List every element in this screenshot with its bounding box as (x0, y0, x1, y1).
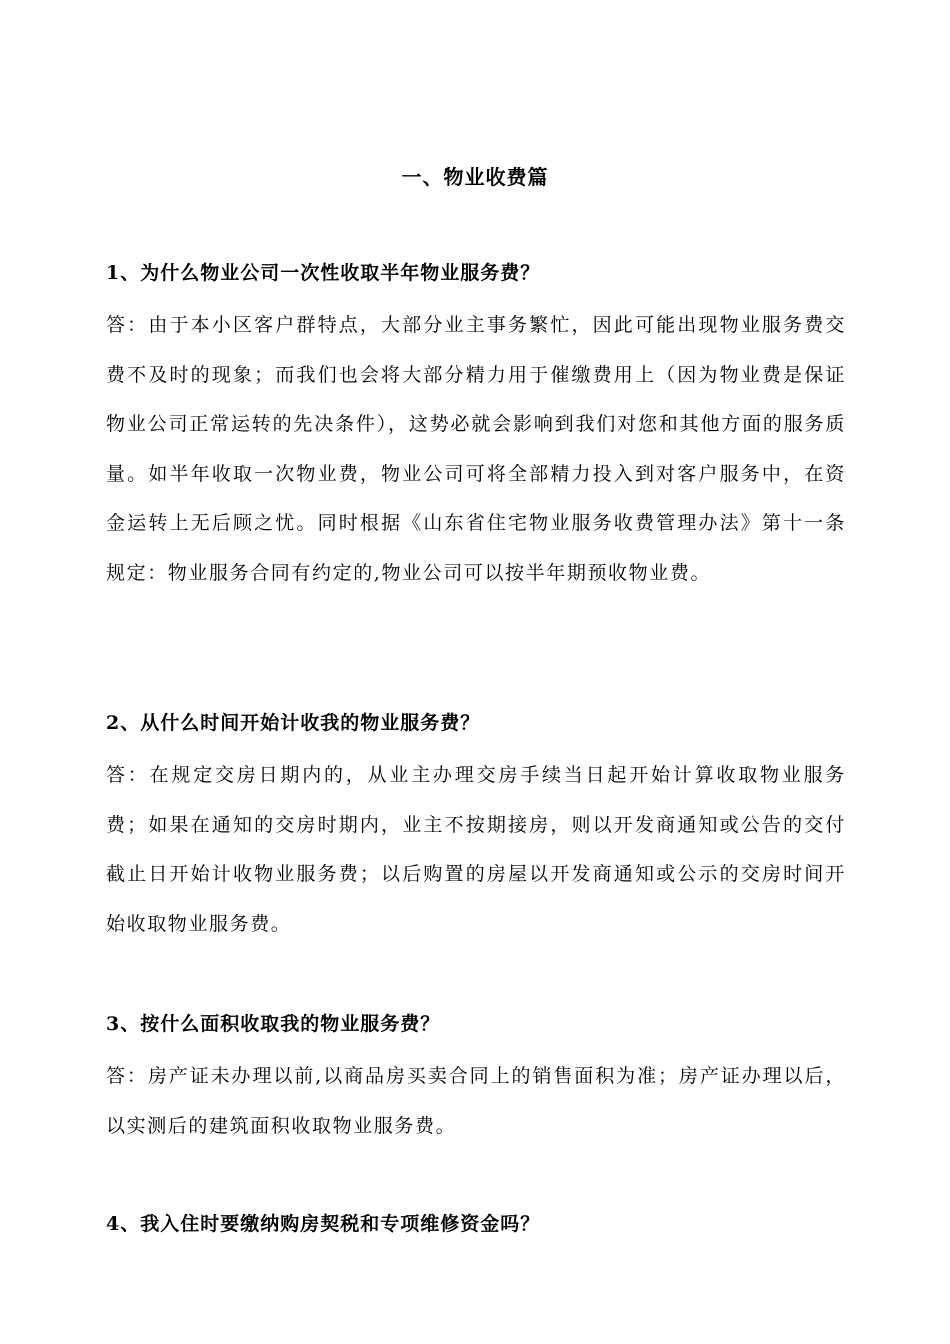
faq-item-4 (106, 1207, 846, 1241)
faq-question: 3、按什么面积收取我的物业服务费？ (106, 1013, 441, 1035)
faq-question: 4、我入住时要缴纳购房契税和专项维修资金吗？ (106, 1213, 541, 1235)
faq-answer: 答：房产证未办理以前,以商品房买卖合同上的销售面积为准；房产证办理以后，以实测后的建筑面积收取物业服务费。 (106, 1065, 846, 1137)
faq-item-2 (106, 706, 846, 949)
faq-item-1 (106, 256, 846, 598)
faq-answer: 答：由于本小区客户群特点，大部分业主事务繁忙，因此可能出现物业服务费交费不及时的现象；而我们也会将大部分精力用于催缴费用上（因为物业费是保证物业公司正常运转的先决条件），这势必就会影响到我们对您和其他方面的服务质量。如半年收取一次物业费，物业公司可将全部精力投入到对客户服务中，在资金运转上无后顾之忧。同时根据《山东省住宅物业服务收费管理办法》第十一条规定：物业服务合同有约定的,物业公司可以按半年期预收物业费。 (106, 314, 846, 584)
faq-question: 2、从什么时间开始计收我的物业服务费？ (106, 712, 481, 734)
faq-question: 1、为什么物业公司一次性收取半年物业服务费？ (106, 262, 541, 284)
faq-item-3 (106, 1007, 846, 1151)
section-title: 一、物业收费篇 (401, 165, 549, 189)
faq-answer: 答：在规定交房日期内的，从业主办理交房手续当日起开始计算收取物业服务费；如果在通知的交房时期内，业主不按期接房，则以开发商通知或公告的交付截止日开始计收物业服务费；以后购置的房屋以开发商通知或公示的交房时间开始收取物业服务费。 (106, 764, 846, 935)
